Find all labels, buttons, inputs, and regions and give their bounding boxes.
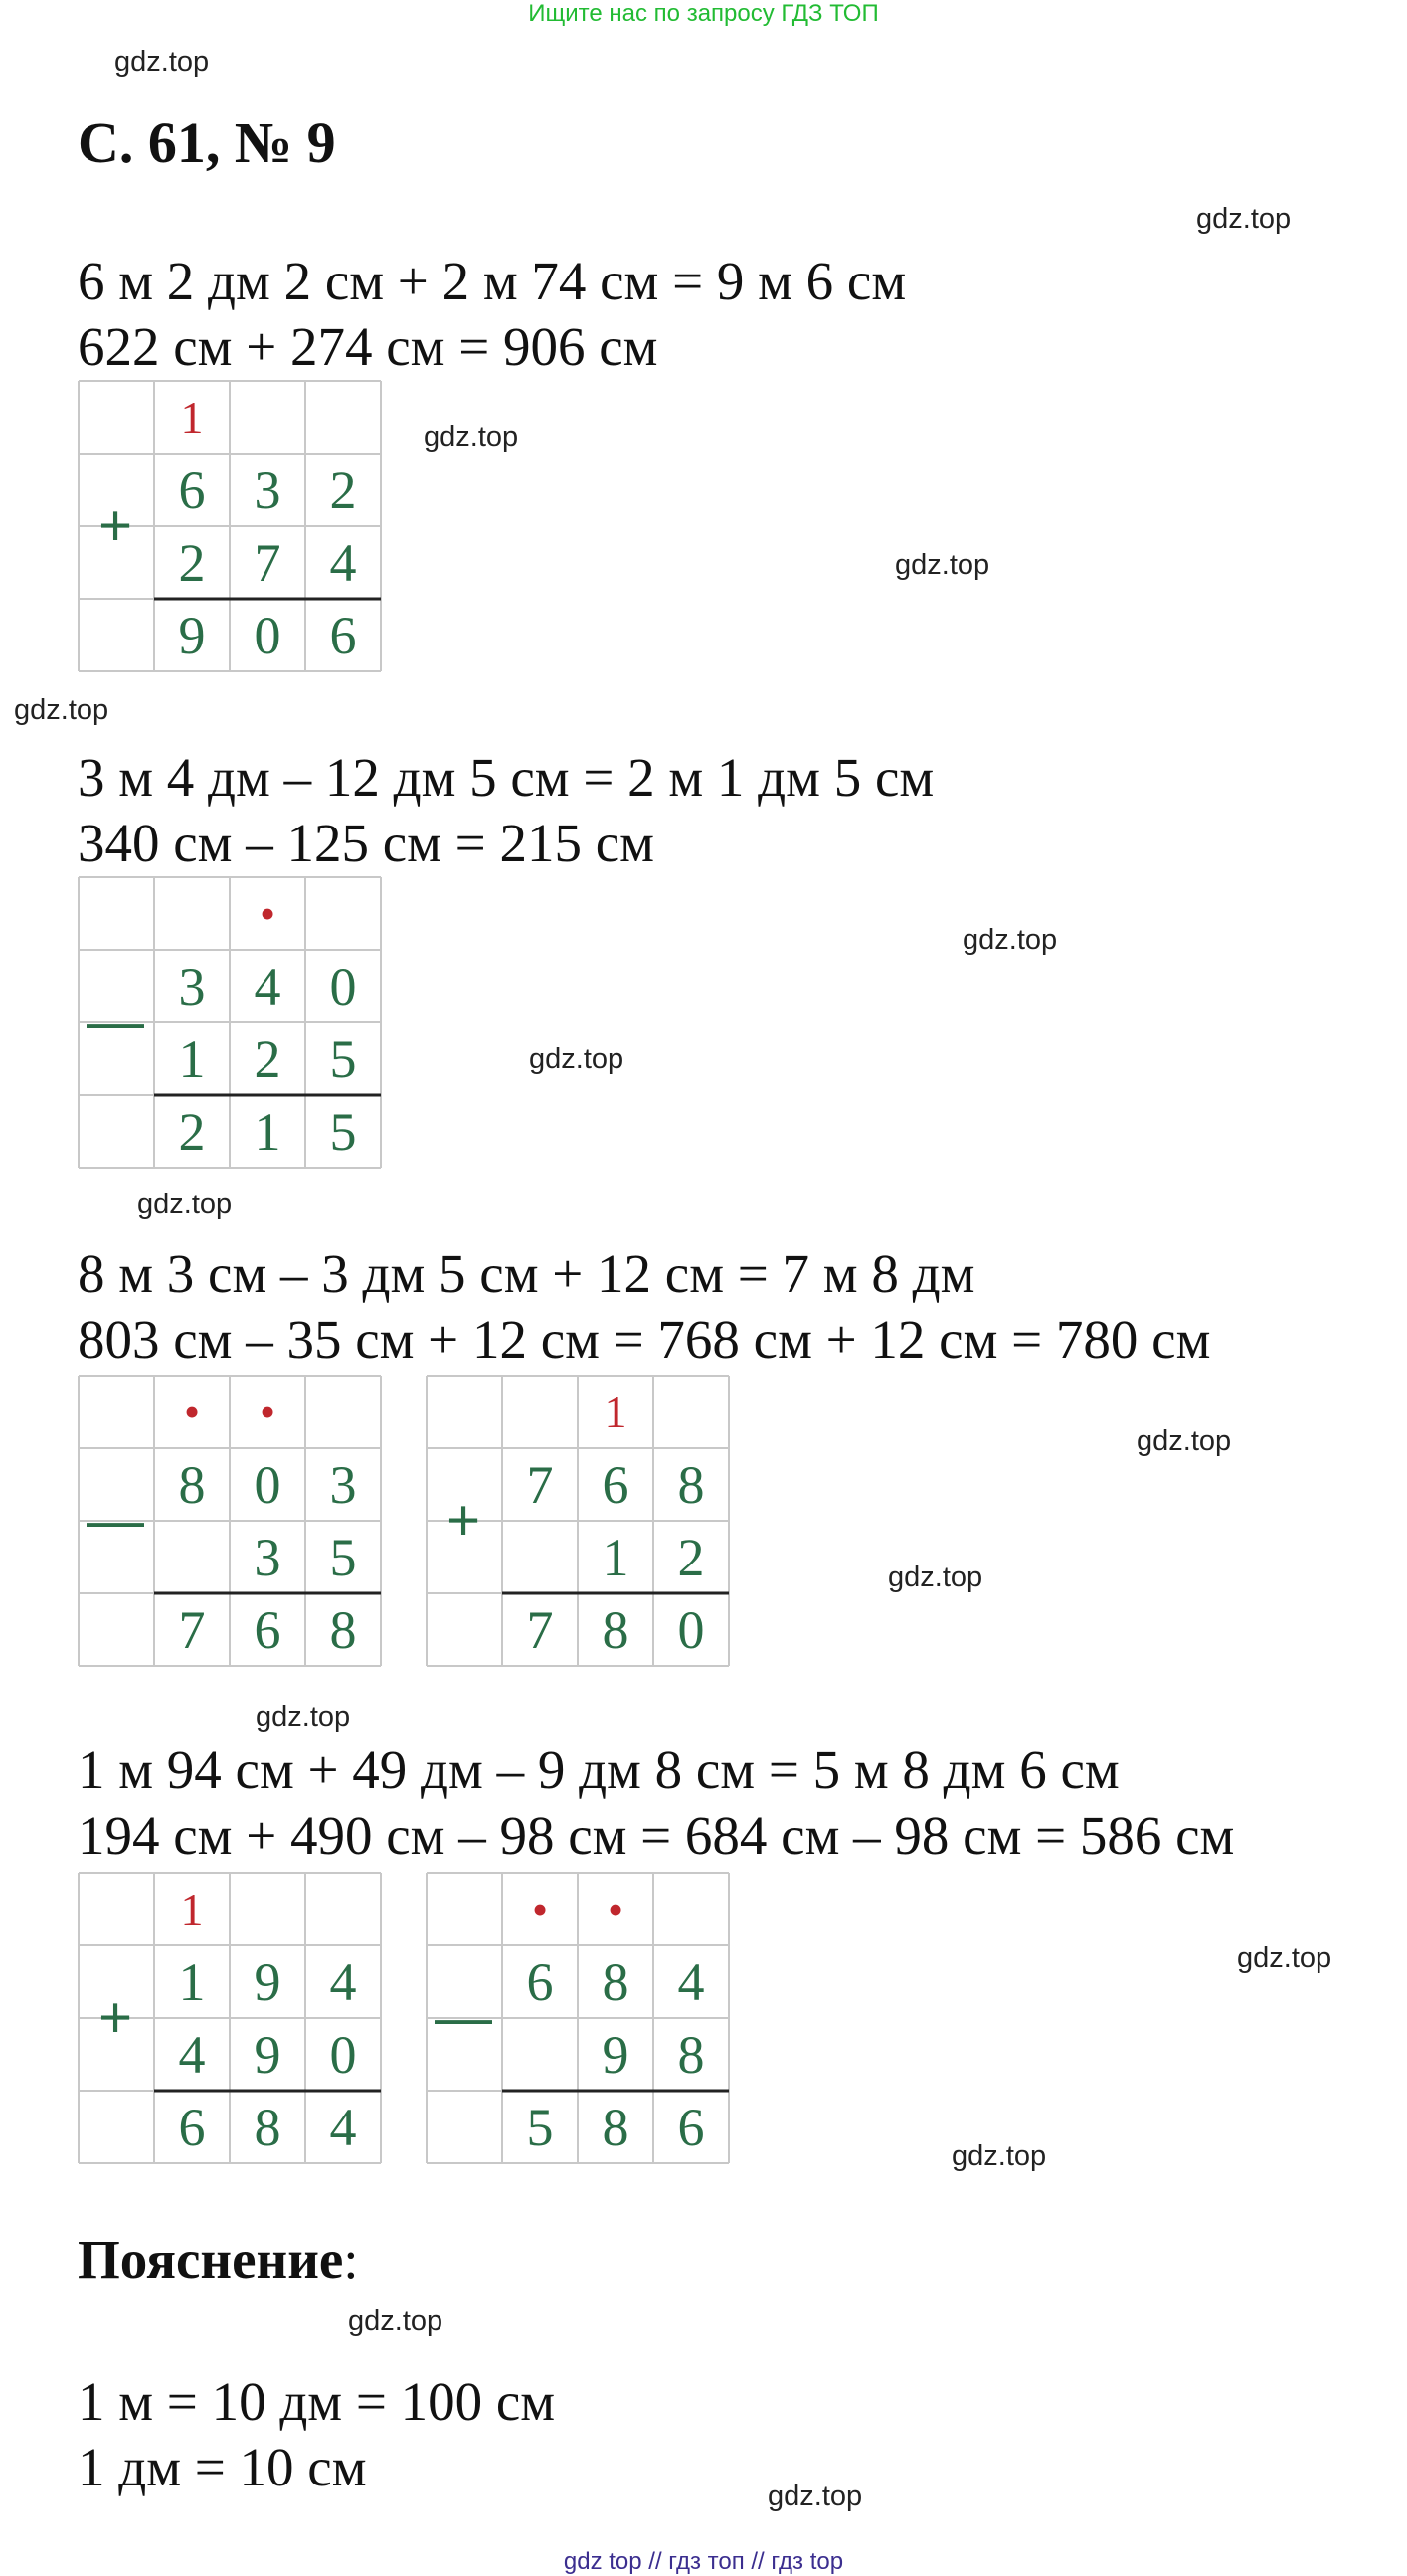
equation-line: 803 см – 35 см + 12 см = 768 см + 12 см = 780 см xyxy=(78,1309,1211,1370)
digit-cell: 3 xyxy=(329,1454,357,1515)
digit-cell: 8 xyxy=(602,1599,629,1660)
digit-cell: 0 xyxy=(254,605,281,665)
watermark: gdz.top xyxy=(1237,1942,1332,1974)
digit-cell: 6 xyxy=(329,605,357,665)
digit-cell: 4 xyxy=(329,2097,357,2157)
carry-digit: 1 xyxy=(604,1386,627,1437)
digit-cell: 8 xyxy=(602,1951,629,2012)
top-banner: Ищите нас по запросу ГДЗ ТОП xyxy=(528,0,879,27)
equation-line: 340 см – 125 см = 215 см xyxy=(78,813,654,873)
watermark: gdz.top xyxy=(114,46,210,78)
digit-cell: 0 xyxy=(677,1599,705,1660)
plus-sign: + xyxy=(98,492,132,558)
plus-sign: + xyxy=(98,1984,132,2050)
minus-sign: — xyxy=(87,989,144,1054)
minus-sign: — xyxy=(87,1487,144,1553)
borrow-dot: • xyxy=(259,888,276,939)
column-calculation xyxy=(78,380,380,670)
digit-cell: 5 xyxy=(329,1028,357,1089)
digit-cell: 2 xyxy=(677,1527,705,1587)
digit-cell: 2 xyxy=(254,1028,281,1089)
digit-cell: 3 xyxy=(178,956,206,1016)
digit-cell: 5 xyxy=(329,1101,357,1162)
digit-cell: 7 xyxy=(526,1599,554,1660)
column-calculation xyxy=(78,1872,380,2162)
digit-cell: 8 xyxy=(677,1454,705,1515)
digit-cell: 1 xyxy=(254,1101,281,1162)
watermark: gdz.top xyxy=(424,421,519,453)
digit-cell: 8 xyxy=(254,2097,281,2157)
equation-line: 1 м 94 см + 49 дм – 9 дм 8 см = 5 м 8 дм 6 см xyxy=(78,1740,1120,1800)
carry-digit: 1 xyxy=(180,1884,204,1934)
digit-cell: 4 xyxy=(677,1951,705,2012)
watermark: gdz.top xyxy=(768,2481,863,2512)
borrow-dot: • xyxy=(259,1386,276,1437)
borrow-dot: • xyxy=(607,1884,624,1934)
digit-cell: 7 xyxy=(254,532,281,593)
digit-cell: 0 xyxy=(329,2024,357,2085)
digit-cell: 0 xyxy=(254,1454,281,1515)
digit-cell: 6 xyxy=(178,460,206,520)
digit-cell: 7 xyxy=(178,1599,206,1660)
digit-cell: 1 xyxy=(178,1028,206,1089)
watermark: gdz.top xyxy=(348,2305,443,2337)
watermark: gdz.top xyxy=(1137,1425,1232,1457)
digit-cell: 9 xyxy=(602,2024,629,2085)
digit-cell: 9 xyxy=(178,605,206,665)
minus-sign: — xyxy=(435,1984,492,2050)
watermark: gdz.top xyxy=(14,694,109,726)
digit-cell: 8 xyxy=(677,2024,705,2085)
digit-cell: 6 xyxy=(178,2097,206,2157)
digit-cell: 4 xyxy=(178,2024,206,2085)
digit-cell: 2 xyxy=(329,460,357,520)
watermark: gdz.top xyxy=(137,1189,233,1220)
digit-cell: 5 xyxy=(526,2097,554,2157)
page-title: С. 61, № 9 xyxy=(78,110,336,175)
digit-cell: 4 xyxy=(329,532,357,593)
explanation-heading-colon: : xyxy=(343,2229,359,2290)
watermark: gdz.top xyxy=(888,1562,983,1593)
digit-cell: 9 xyxy=(254,1951,281,2012)
equation-line: 622 см + 274 см = 906 см xyxy=(78,316,658,377)
digit-cell: 2 xyxy=(178,1101,206,1162)
digit-cell: 8 xyxy=(178,1454,206,1515)
explanation-line: 1 м = 10 дм = 100 см xyxy=(78,2371,556,2432)
carry-digit: 1 xyxy=(180,392,204,443)
digit-cell: 1 xyxy=(602,1527,629,1587)
equation-line: 6 м 2 дм 2 см + 2 м 74 см = 9 м 6 см xyxy=(78,251,907,311)
digit-cell: 8 xyxy=(602,2097,629,2157)
digit-cell: 8 xyxy=(329,1599,357,1660)
equation-line: 8 м 3 см – 3 дм 5 см + 12 см = 7 м 8 дм xyxy=(78,1243,975,1304)
digit-cell: 6 xyxy=(602,1454,629,1515)
digit-cell: 6 xyxy=(677,2097,705,2157)
digit-cell: 3 xyxy=(254,1527,281,1587)
explanation-heading-text: Пояснение xyxy=(78,2229,344,2290)
digit-cell: 4 xyxy=(254,956,281,1016)
explanation-heading xyxy=(78,2228,359,2291)
watermark: gdz.top xyxy=(529,1043,624,1075)
digit-cell: 1 xyxy=(178,1951,206,2012)
digit-cell: 9 xyxy=(254,2024,281,2085)
digit-cell: 3 xyxy=(254,460,281,520)
column-calculation xyxy=(78,876,380,1167)
equation-line: 3 м 4 дм – 12 дм 5 см = 2 м 1 дм 5 см xyxy=(78,747,935,808)
column-calculation xyxy=(426,1872,728,2162)
watermark: gdz.top xyxy=(895,549,990,581)
watermark: gdz.top xyxy=(1196,203,1292,235)
watermark: gdz.top xyxy=(963,924,1058,956)
digit-cell: 5 xyxy=(329,1527,357,1587)
column-calculation xyxy=(426,1375,728,1665)
borrow-dot: • xyxy=(531,1884,549,1934)
watermark: gdz.top xyxy=(256,1701,351,1733)
watermark: gdz.top xyxy=(952,2140,1047,2172)
borrow-dot: • xyxy=(183,1386,201,1437)
digit-cell: 6 xyxy=(526,1951,554,2012)
equation-line: 194 см + 490 см – 98 см = 684 см – 98 см = 586 см xyxy=(78,1805,1235,1866)
digit-cell: 6 xyxy=(254,1599,281,1660)
digit-cell: 7 xyxy=(526,1454,554,1515)
column-calculation xyxy=(78,1375,380,1665)
digit-cell: 0 xyxy=(329,956,357,1016)
plus-sign: + xyxy=(446,1487,480,1553)
digit-cell: 2 xyxy=(178,532,206,593)
explanation-line: 1 дм = 10 см xyxy=(78,2437,367,2497)
digit-cell: 4 xyxy=(329,1951,357,2012)
footer-links: gdz top // гдз топ // гдз top xyxy=(563,2548,844,2575)
